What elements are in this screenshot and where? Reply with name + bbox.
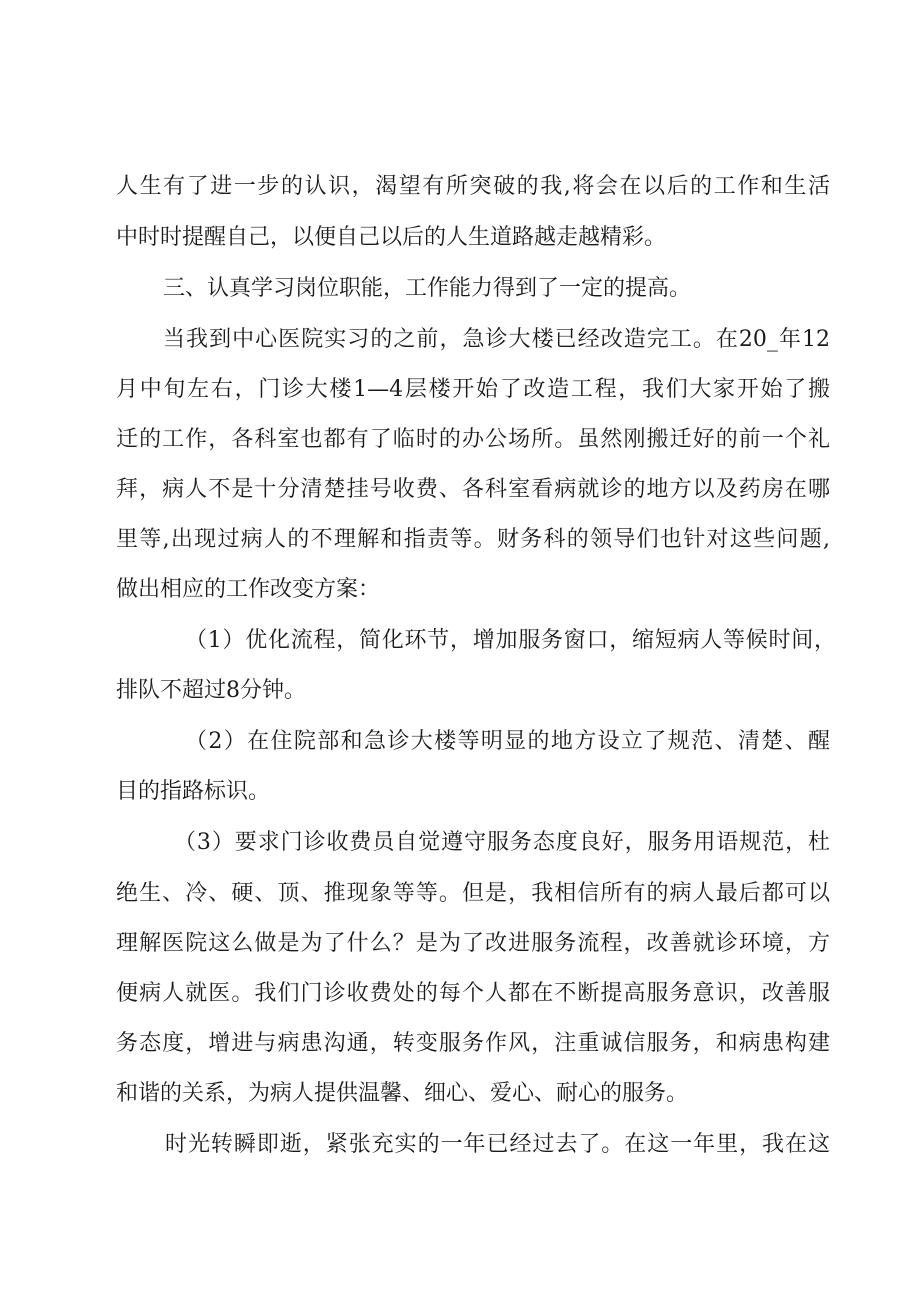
text-line: 务态度，增进与病患沟通，转变服务作风，注重诚信服务，和病患构建 xyxy=(116,1031,830,1056)
text-line: 做出相应的工作改变方案： xyxy=(116,577,381,602)
text-line: 理解医院这么做是为了什么？是为了改进服务流程，改善就诊环境，方 xyxy=(116,931,830,956)
text-line: 当我到中心医院实习的之前，急诊大楼已经改造完工。在20_年12 xyxy=(163,327,830,352)
text-line: 迁的工作，各科室也都有了临时的办公场所。虽然刚搬迁好的前一个礼 xyxy=(116,427,830,452)
text-line: 时光转瞬即逝，紧张充实的一年已经过去了。在这一年里，我在这 xyxy=(165,1132,830,1157)
text-line: 月中旬左右，门诊大楼1—4层楼开始了改造工程，我们大家开始了搬 xyxy=(116,377,830,402)
list-item: （3）要求门诊收费员自觉遵守服务态度良好，服务用语规范，杜 xyxy=(174,830,830,855)
text-line: 排队不超过8分钟。 xyxy=(116,678,306,703)
text-line: 拜，病人不是十分清楚挂号收费、各科室看病就诊的地方以及药房在哪 xyxy=(116,477,830,502)
section-heading: 三、认真学习岗位职能，工作能力得到了一定的提高。 xyxy=(163,276,692,301)
text-line: 便病人就医。我们门诊收费处的每个人都在不断提高服务意识，改善服 xyxy=(116,981,830,1006)
text-line: 目的指路标识。 xyxy=(116,779,271,804)
list-item: （1）优化流程，简化环节，增加服务窗口，缩短病人等候时间， xyxy=(185,628,836,653)
text-line: 人生有了进一步的认识，渴望有所突破的我,将会在以后的工作和生活 xyxy=(116,174,830,199)
list-item: （2）在住院部和急诊大楼等明显的地方设立了规范、清楚、醒 xyxy=(185,729,830,754)
text-line: 里等,出现过病人的不理解和指责等。财务科的领导们也针对这些问题, xyxy=(116,527,830,552)
text-line: 中时时提醒自己，以便自己以后的人生道路越走越精彩。 xyxy=(116,225,667,250)
text-line: 绝生、冷、硬、顶、推现象等等。但是，我相信所有的病人最后都可以 xyxy=(116,881,830,906)
text-line: 和谐的关系，为病人提供温馨、细心、爱心、耐心的服务。 xyxy=(116,1081,689,1106)
